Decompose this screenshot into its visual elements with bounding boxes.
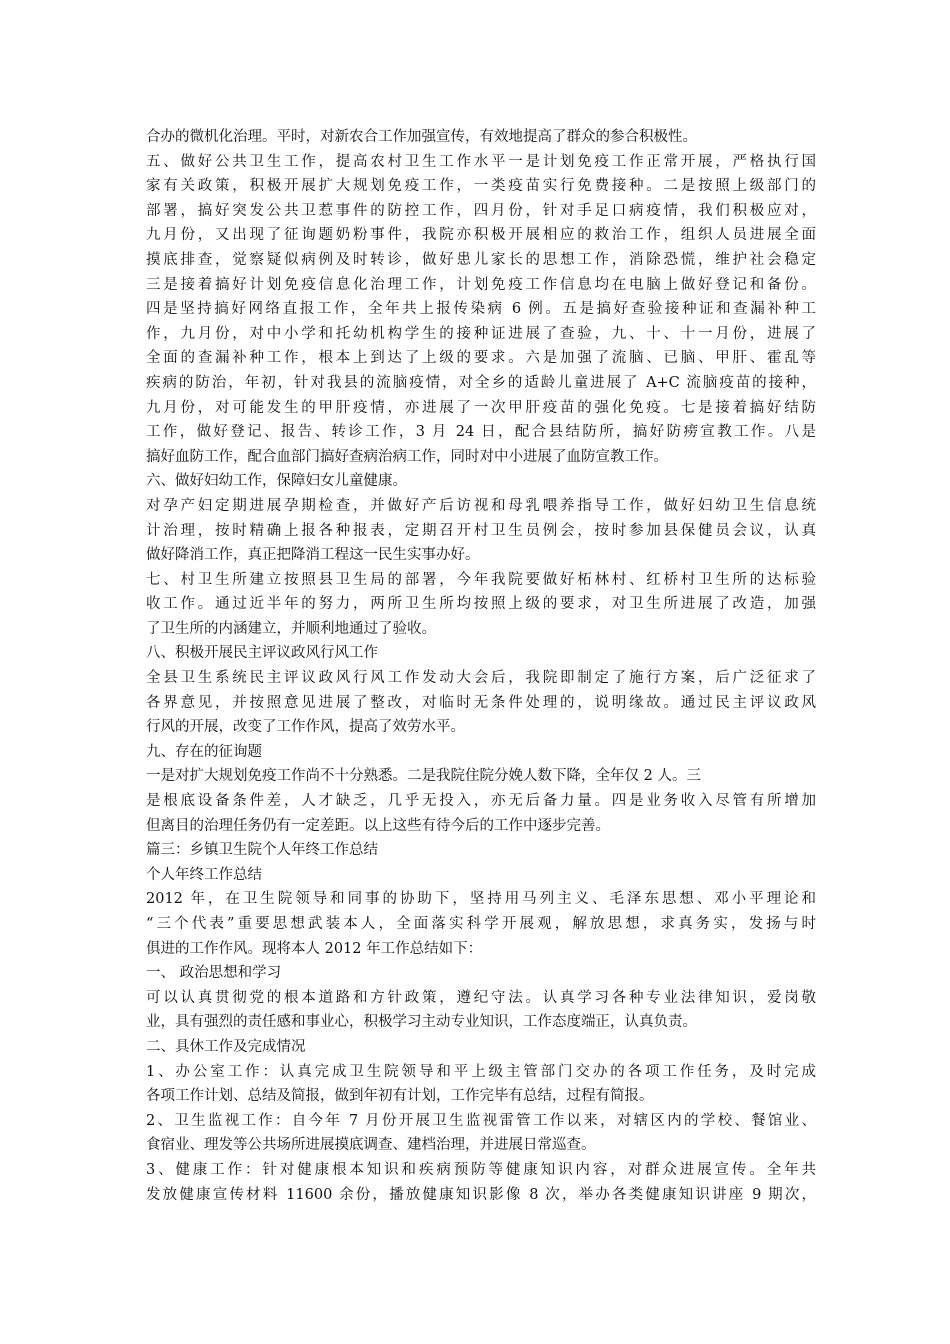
text-line: 各项工作计划、总结及简报，做到年初有计划，工作完毕有总结，过程有简报。 [146,1088,654,1105]
text-line: 但离目的治理任务仍有一定差距。以上这些有待今后的工作中逐步完善。 [146,817,610,834]
text-line: 发放健康宣传材料 11600 余份，播放健康知识影像 8 次，举办各类健康知识讲座 9 期次， [146,1186,816,1203]
document-body [146,125,816,1207]
text-line: 了卫生所的内涵建立，并顺利地通过了验收。 [146,620,436,637]
text-line: 七、村卫生所建立按照县卫生局的部署，今年我院要做好柘林村、红桥村卫生所的达标验 [146,571,816,588]
text-line: 一、 政治思想和学习 [146,965,282,982]
text-line: “三个代表”重要思想武装本人，全面落实科学开展观，解放思想，求真务实，发扬与时 [146,916,816,932]
text-line: 业，具有强烈的责任感和事业心，积极学习主动专业知识，工作态度端正，认真负责。 [146,1014,697,1031]
text-line: 2、卫生监视工作：自今年 7 月份开展卫生监视雷管工作以来，对辖区内的学校、餐馆业、 [146,1112,816,1129]
text-line: 八、积极开展民主评议政风行风工作 [146,645,378,662]
text-line: 部署，搞好突发公共卫惹事件的防控工作，四月份，针对手足口病疫情，我们积极应对， [146,202,816,219]
text-line: 二、具休工作及完成情况 [146,1038,306,1055]
text-line: 摸底排查，觉察疑似病例及时转诊，做好患儿家长的思想工作，消除恐慌，维护社会稳定 [146,251,816,268]
text-line: 篇三：乡镇卫生院个人年终工作总结 [146,842,378,859]
text-line: 食宿业、理发等公共场所进展摸底调查、建档治理，并进展日常巡查。 [146,1137,596,1154]
text-line: 五、做好公共卫生工作，提高农村卫生工作水平一是计划免疫工作正常开展，严格执行国 [146,153,816,170]
text-line: 对孕产妇定期进展孕期检查，并做好产后访视和母乳喂养指导工作，做好妇幼卫生信息统 [146,497,816,514]
text-line: 全面的查漏补种工作，根本上到达了上级的要求。六是加强了流脑、已脑、甲肝、霍乱等 [146,350,816,367]
text-line: 三是接着搞好计划免疫信息化治理工作，计划免疫工作信息均在电脑上做好登记和备份。 [146,276,816,293]
text-line: 九月份，又出现了征询题奶粉事件，我院亦积极开展相应的救治工作，组织人员进展全面 [146,227,816,244]
text-line: 计治理，按时精确上报各种报表，定期召开村卫生员例会，按时参加县保健员会议，认真 [146,522,816,539]
text-line: 工作，做好登记、报告、转诊工作，3 月 24 日，配合县结防所，搞好防痨宣教工作。八是 [146,424,816,441]
text-line: 2012 年，在卫生院领导和同事的协助下，坚持用马列主义、毛泽东思想、邓小平理论和 [146,891,816,908]
text-line: 可以认真贯彻党的根本道路和方针政策，遵纪守法。认真学习各种专业法律知识，爱岗敬 [146,989,816,1006]
text-line: 疾病的防治，年初，针对我县的流脑疫情，对全乡的适龄儿童进展了 A+C 流脑疫苗的接种， [146,374,816,391]
text-line: 作，九月份，对中小学和托幼机构学生的接种证进展了查验，九、十、十一月份，进展了 [146,325,816,342]
text-line: 收工作。通过近半年的努力，两所卫生所均按照上级的要求，对卫生所进展了改造，加强 [146,596,816,613]
text-line: 全县卫生系统民主评议政风行风工作发动大会后，我院即制定了施行方案，后广泛征求了 [146,670,816,687]
text-line: 行风的开展，改变了工作作风，提高了效劳水平。 [146,719,465,736]
text-line: 3、健康工作：针对健康根本知识和疾病预防等健康知识内容，对群众进展宣传。全年共 [146,1161,816,1178]
text-line: 做好降消工作，真正把降消工程这一民生实事办好。 [146,547,480,564]
text-line: 合办的微机化治理。平时，对新农合工作加强宣传，有效地提高了群众的参合积极性。 [146,129,697,145]
text-line: 四是坚持搞好网络直报工作，全年共上报传染病 6 例。五是搞好查验接种证和查漏补种工 [146,301,816,318]
text-line: 搞好血防工作，配合血部门搞好查病治病工作，同时对中小进展了血防宣教工作。 [146,448,668,465]
text-line: 九、存在的征询题 [146,743,262,760]
text-line: 一是对扩大规划免疫工作尚不十分熟悉。二是我院住院分娩人数下降，全年仅 2 人。三 [146,768,701,785]
text-line: 1、办公室工作：认真完成卫生院领导和平上级主管部门交办的各项工作任务，及时完成 [146,1063,816,1080]
text-line: 个人年终工作总结 [146,866,262,883]
text-line: 是根底设备条件差，人才缺乏，几乎无投入，亦无后备力量。四是业务收入尽管有所增加 [146,793,816,810]
text-line: 各界意见，并按照意见进展了整改，对临时无条件处理的，说明缘故。通过民主评议政风 [146,694,816,711]
text-line: 六、做好妇幼工作，保障妇女儿童健康。 [146,473,407,490]
text-line: 俱进的工作作风。现将本人 2012 年工作总结如下： [146,940,483,957]
text-line: 九月份，对可能发生的甲肝疫情，亦进展了一次甲肝疫苗的强化免疫。七是接着搞好结防 [146,399,816,416]
text-line: 家有关政策，积极开展扩大规划免疫工作，一类疫苗实行免费接种。二是按照上级部门的 [146,178,816,195]
